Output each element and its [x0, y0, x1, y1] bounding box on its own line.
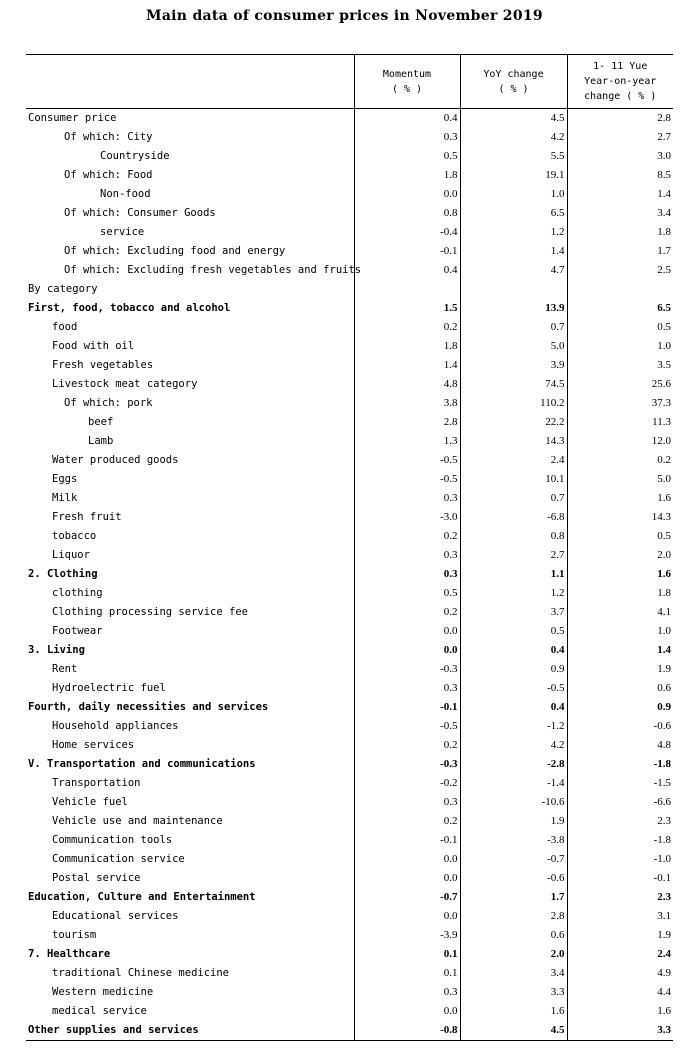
momentum-value: 0.1	[354, 964, 460, 983]
table-row	[26, 527, 673, 546]
cumulative-yoy-value: 3.4	[567, 204, 673, 223]
cumulative-yoy-value: 25.6	[567, 375, 673, 394]
row-label: Water produced goods	[52, 454, 179, 466]
yoy-change-value: 2.8	[460, 907, 567, 926]
header-cumulative-line1: 1- 11 Yue	[593, 61, 648, 72]
cumulative-yoy-value: 1.9	[567, 660, 673, 679]
cumulative-yoy-value: 1.4	[567, 641, 673, 660]
table-row	[26, 736, 673, 755]
row-label: Livestock meat category	[52, 378, 198, 390]
momentum-value: -0.3	[354, 755, 460, 774]
row-label: Hydroelectric fuel	[52, 682, 166, 694]
momentum-value: 0.3	[354, 565, 460, 584]
table-row	[26, 470, 673, 489]
cumulative-yoy-value: 3.1	[567, 907, 673, 926]
table-row	[26, 299, 673, 318]
momentum-value: 0.8	[354, 204, 460, 223]
yoy-change-value: 14.3	[460, 432, 567, 451]
cumulative-yoy-value: 5.0	[567, 470, 673, 489]
row-label: Consumer price	[28, 112, 117, 124]
table-row	[26, 375, 673, 394]
cumulative-yoy-value: 1.0	[567, 337, 673, 356]
yoy-change-value: 1.6	[460, 1002, 567, 1021]
table-row	[26, 584, 673, 603]
yoy-change-value: -1.4	[460, 774, 567, 793]
yoy-change-value: 4.7	[460, 261, 567, 280]
cumulative-yoy-value: 1.8	[567, 223, 673, 242]
momentum-value: -0.3	[354, 660, 460, 679]
cumulative-yoy-value: -1.8	[567, 831, 673, 850]
table-row	[26, 109, 673, 129]
cumulative-yoy-value: 1.6	[567, 565, 673, 584]
table-row	[26, 983, 673, 1002]
yoy-change-value: 6.5	[460, 204, 567, 223]
row-label: Of which: pork	[64, 397, 153, 409]
table-row	[26, 242, 673, 261]
cumulative-yoy-value: 1.4	[567, 185, 673, 204]
cumulative-yoy-value: 37.3	[567, 394, 673, 413]
table-row	[26, 622, 673, 641]
momentum-value: 1.3	[354, 432, 460, 451]
header-momentum	[354, 55, 460, 109]
cumulative-yoy-value: 12.0	[567, 432, 673, 451]
row-label: Other supplies and services	[26, 1021, 354, 1041]
table-row	[26, 261, 673, 280]
yoy-change-value: 10.1	[460, 470, 567, 489]
momentum-value: 3.8	[354, 394, 460, 413]
yoy-change-value: 5.5	[460, 147, 567, 166]
row-label: medical service	[52, 1005, 147, 1017]
row-label: Non-food	[100, 188, 151, 200]
momentum-value: -0.5	[354, 451, 460, 470]
momentum-value: -0.2	[354, 774, 460, 793]
yoy-change-value: 0.7	[460, 318, 567, 337]
momentum-value: -3.0	[354, 508, 460, 527]
yoy-change-value: 1.0	[460, 185, 567, 204]
momentum-value: -0.5	[354, 717, 460, 736]
table-row	[26, 489, 673, 508]
table-row	[26, 888, 673, 907]
row-label: clothing	[52, 587, 103, 599]
yoy-change-value	[460, 280, 567, 299]
cumulative-yoy-value: 3.5	[567, 356, 673, 375]
momentum-value: 0.0	[354, 850, 460, 869]
momentum-value: 0.4	[354, 109, 460, 129]
momentum-value: 0.5	[354, 584, 460, 603]
row-label: First, food, tobacco and alcohol	[28, 302, 231, 314]
row-label: Eggs	[52, 473, 78, 485]
momentum-value: -0.5	[354, 470, 460, 489]
cumulative-yoy-value: 3.3	[567, 1021, 673, 1041]
row-label: service	[100, 226, 145, 238]
table-row	[26, 166, 673, 185]
yoy-change-value: 0.8	[460, 527, 567, 546]
row-label: 7. Healthcare	[28, 948, 111, 960]
cumulative-yoy-value: 4.1	[567, 603, 673, 622]
header-momentum-unit: ( % )	[391, 83, 423, 95]
cumulative-yoy-value: 14.3	[567, 508, 673, 527]
cumulative-yoy-value: -0.1	[567, 869, 673, 888]
momentum-value: 1.4	[354, 356, 460, 375]
momentum-value: -3.9	[354, 926, 460, 945]
yoy-change-value: 3.9	[460, 356, 567, 375]
page-title: Main data of consumer prices in November 2019	[146, 8, 543, 24]
cumulative-yoy-value	[567, 280, 673, 299]
yoy-change-value: 3.4	[460, 964, 567, 983]
yoy-change-value: -0.5	[460, 679, 567, 698]
row-label: traditional Chinese medicine	[52, 967, 230, 979]
momentum-value: -0.8	[354, 1021, 460, 1041]
cumulative-yoy-value: 0.5	[567, 527, 673, 546]
yoy-change-value: -10.6	[460, 793, 567, 812]
yoy-change-value: 74.5	[460, 375, 567, 394]
table-row	[26, 812, 673, 831]
header-momentum-label: Momentum	[382, 68, 432, 80]
table-row	[26, 565, 673, 584]
momentum-value: 0.3	[354, 128, 460, 147]
cumulative-yoy-value: 3.0	[567, 147, 673, 166]
row-label: Fresh vegetables	[52, 359, 154, 371]
yoy-change-value: 110.2	[460, 394, 567, 413]
row-label: Clothing processing service fee	[52, 606, 248, 618]
momentum-value: 0.5	[354, 147, 460, 166]
momentum-value: 0.1	[354, 945, 460, 964]
row-label: Education, Culture and Entertainment	[28, 891, 256, 903]
cumulative-yoy-value: 0.2	[567, 451, 673, 470]
header-item-column	[26, 55, 354, 109]
header-cumulative-line2: Year-on-year	[584, 76, 657, 87]
row-label: Household appliances	[52, 720, 179, 732]
row-label: Countryside	[100, 150, 170, 162]
row-label: Postal service	[52, 872, 141, 884]
row-label: tourism	[52, 929, 97, 941]
momentum-value: 1.5	[354, 299, 460, 318]
momentum-value: 4.8	[354, 375, 460, 394]
yoy-change-value: 2.0	[460, 945, 567, 964]
row-label: tobacco	[52, 530, 97, 542]
table-row	[26, 926, 673, 945]
cumulative-yoy-value: 6.5	[567, 299, 673, 318]
table-row	[26, 964, 673, 983]
momentum-value: 0.3	[354, 983, 460, 1002]
yoy-change-value: -2.8	[460, 755, 567, 774]
table-row	[26, 451, 673, 470]
yoy-change-value: 3.7	[460, 603, 567, 622]
cumulative-yoy-value: -1.8	[567, 755, 673, 774]
row-label: Of which: Food	[64, 169, 153, 181]
cpi-table	[26, 54, 673, 1041]
momentum-value: 0.2	[354, 527, 460, 546]
table-row	[26, 774, 673, 793]
table-row	[26, 850, 673, 869]
yoy-change-value: -0.6	[460, 869, 567, 888]
yoy-change-value: 13.9	[460, 299, 567, 318]
row-label: Fourth, daily necessities and services	[28, 701, 269, 713]
cumulative-yoy-value: 4.8	[567, 736, 673, 755]
row-label: Liquor	[52, 549, 90, 561]
row-label: Educational services	[52, 910, 179, 922]
row-label: Of which: Consumer Goods	[64, 207, 216, 219]
momentum-value: 0.0	[354, 185, 460, 204]
table-row	[26, 679, 673, 698]
momentum-value	[354, 280, 460, 299]
row-label: Lamb	[88, 435, 114, 447]
header-yoy-change	[460, 55, 567, 109]
momentum-value: 0.0	[354, 622, 460, 641]
table-row	[26, 508, 673, 527]
row-label: Rent	[52, 663, 78, 675]
yoy-change-value: 4.5	[460, 109, 567, 129]
momentum-value: -0.1	[354, 698, 460, 717]
cumulative-yoy-value: -1.0	[567, 850, 673, 869]
cumulative-yoy-value: 2.0	[567, 546, 673, 565]
momentum-value: -0.7	[354, 888, 460, 907]
cumulative-yoy-value: 8.5	[567, 166, 673, 185]
table-row	[26, 280, 673, 299]
momentum-value: 0.3	[354, 793, 460, 812]
cumulative-yoy-value: 2.4	[567, 945, 673, 964]
table-body	[26, 109, 673, 1041]
yoy-change-value: 1.2	[460, 584, 567, 603]
table-row	[26, 793, 673, 812]
table-row	[26, 337, 673, 356]
row-label: Communication service	[52, 853, 185, 865]
row-label: 2. Clothing	[28, 568, 98, 580]
row-label: Vehicle use and maintenance	[52, 815, 223, 827]
row-label: Food with oil	[52, 340, 135, 352]
table-row	[26, 147, 673, 166]
cumulative-yoy-value: 1.6	[567, 489, 673, 508]
cumulative-yoy-value: 2.3	[567, 812, 673, 831]
yoy-change-value: 1.7	[460, 888, 567, 907]
cumulative-yoy-value: 1.8	[567, 584, 673, 603]
yoy-change-value: 22.2	[460, 413, 567, 432]
momentum-value: 1.8	[354, 166, 460, 185]
momentum-value: 0.3	[354, 679, 460, 698]
yoy-change-value: 4.5	[460, 1021, 567, 1041]
table-row	[26, 413, 673, 432]
table-row	[26, 717, 673, 736]
yoy-change-value: 0.5	[460, 622, 567, 641]
momentum-value: 0.4	[354, 261, 460, 280]
table-row	[26, 945, 673, 964]
yoy-change-value: 19.1	[460, 166, 567, 185]
yoy-change-value: 2.4	[460, 451, 567, 470]
row-label: beef	[88, 416, 114, 428]
momentum-value: 0.0	[354, 641, 460, 660]
yoy-change-value: 0.4	[460, 641, 567, 660]
momentum-value: 0.2	[354, 318, 460, 337]
cumulative-yoy-value: 11.3	[567, 413, 673, 432]
table-row	[26, 907, 673, 926]
yoy-change-value: -1.2	[460, 717, 567, 736]
row-label: Of which: City	[64, 131, 153, 143]
momentum-value: 0.0	[354, 869, 460, 888]
yoy-change-value: 0.7	[460, 489, 567, 508]
row-label: By category	[28, 283, 98, 295]
yoy-change-value: 1.9	[460, 812, 567, 831]
yoy-change-value: 1.2	[460, 223, 567, 242]
yoy-change-value: 3.3	[460, 983, 567, 1002]
momentum-value: -0.4	[354, 223, 460, 242]
cumulative-yoy-value: 4.9	[567, 964, 673, 983]
table-row	[26, 318, 673, 337]
row-label: Milk	[52, 492, 78, 504]
table-row	[26, 698, 673, 717]
table-row	[26, 394, 673, 413]
table-header	[26, 55, 673, 109]
momentum-value: 0.2	[354, 603, 460, 622]
yoy-change-value: -0.7	[460, 850, 567, 869]
row-label: V. Transportation and communications	[28, 758, 256, 770]
yoy-change-value: 4.2	[460, 736, 567, 755]
yoy-change-value: -3.8	[460, 831, 567, 850]
momentum-value: 1.8	[354, 337, 460, 356]
momentum-value: -0.1	[354, 242, 460, 261]
row-label: Communication tools	[52, 834, 173, 846]
cumulative-yoy-value: 2.3	[567, 888, 673, 907]
cumulative-yoy-value: -0.6	[567, 717, 673, 736]
momentum-value: 0.2	[354, 736, 460, 755]
cumulative-yoy-value: 0.6	[567, 679, 673, 698]
cumulative-yoy-value: 1.0	[567, 622, 673, 641]
momentum-value: 2.8	[354, 413, 460, 432]
momentum-value: 0.0	[354, 907, 460, 926]
row-label: Of which: Excluding fresh vegetables and fruits	[64, 264, 362, 276]
yoy-change-value: 0.4	[460, 698, 567, 717]
row-label: Home services	[52, 739, 135, 751]
table-row	[26, 185, 673, 204]
row-label: food	[52, 321, 78, 333]
row-label: Western medicine	[52, 986, 154, 998]
yoy-change-value: 0.9	[460, 660, 567, 679]
cumulative-yoy-value: 2.7	[567, 128, 673, 147]
momentum-value: 0.2	[354, 812, 460, 831]
table-row	[26, 603, 673, 622]
momentum-value: 0.3	[354, 546, 460, 565]
yoy-change-value: -6.8	[460, 508, 567, 527]
yoy-change-value: 1.1	[460, 565, 567, 584]
cumulative-yoy-value: 1.7	[567, 242, 673, 261]
header-cumulative-line3: change ( % )	[584, 91, 657, 102]
table-row	[26, 1002, 673, 1021]
row-label: Of which: Excluding food and energy	[64, 245, 286, 257]
row-label: Footwear	[52, 625, 103, 637]
row-label: Transportation	[52, 777, 141, 789]
header-cumulative-yoy	[567, 55, 673, 109]
yoy-change-value: 4.2	[460, 128, 567, 147]
momentum-value: 0.0	[354, 1002, 460, 1021]
cumulative-yoy-value: -1.5	[567, 774, 673, 793]
momentum-value: -0.1	[354, 831, 460, 850]
yoy-change-value: 0.6	[460, 926, 567, 945]
table-row	[26, 356, 673, 375]
table-row	[26, 1021, 673, 1041]
cumulative-yoy-value: 0.9	[567, 698, 673, 717]
cumulative-yoy-value: 1.9	[567, 926, 673, 945]
momentum-value: 0.3	[354, 489, 460, 508]
table-row	[26, 755, 673, 774]
cumulative-yoy-value: -6.6	[567, 793, 673, 812]
table-row	[26, 869, 673, 888]
yoy-change-value: 1.4	[460, 242, 567, 261]
table-row	[26, 546, 673, 565]
cumulative-yoy-value: 0.5	[567, 318, 673, 337]
table-row	[26, 204, 673, 223]
header-yoy-label: YoY change	[483, 68, 544, 80]
table-row	[26, 223, 673, 242]
header-yoy-unit: ( % )	[498, 83, 529, 95]
cumulative-yoy-value: 1.6	[567, 1002, 673, 1021]
row-label: Fresh fruit	[52, 511, 122, 523]
table-row	[26, 641, 673, 660]
row-label: Vehicle fuel	[52, 796, 128, 808]
cumulative-yoy-value: 2.5	[567, 261, 673, 280]
cumulative-yoy-value: 4.4	[567, 983, 673, 1002]
row-label: 3. Living	[28, 644, 85, 656]
table-row	[26, 128, 673, 147]
yoy-change-value: 5.0	[460, 337, 567, 356]
yoy-change-value: 2.7	[460, 546, 567, 565]
table-row	[26, 660, 673, 679]
table-row	[26, 831, 673, 850]
cumulative-yoy-value: 2.8	[567, 109, 673, 129]
table-row	[26, 432, 673, 451]
